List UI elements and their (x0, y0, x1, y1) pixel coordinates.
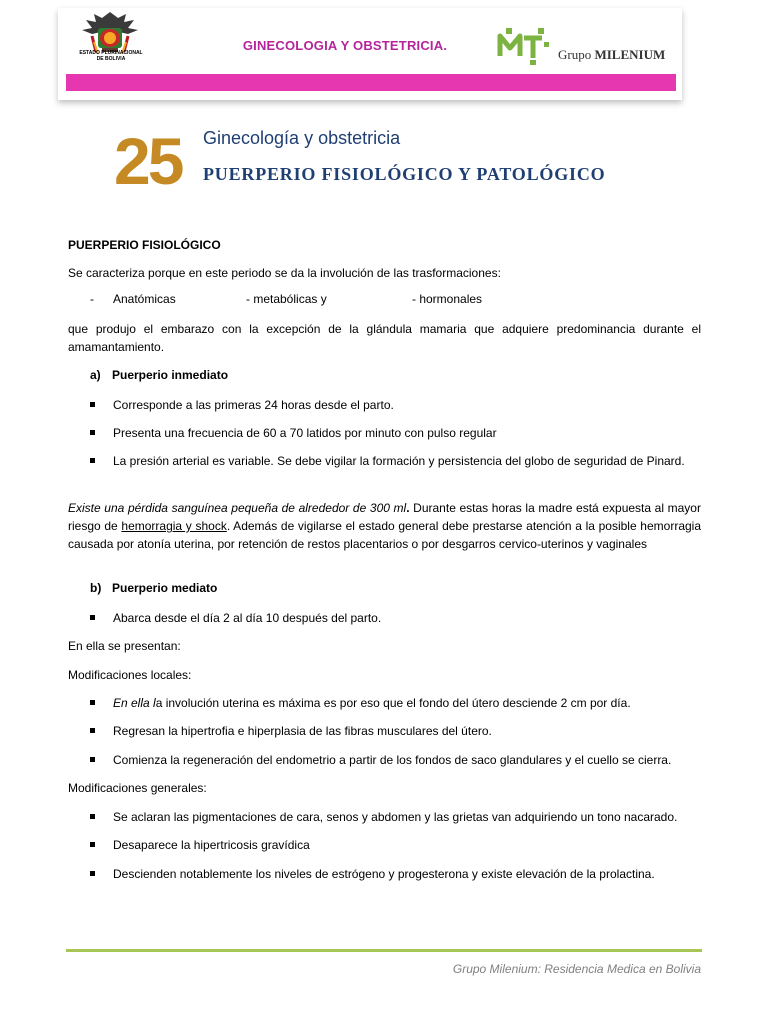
intro-continuation: que produjo el embarazo con la excepción de la glándula mamaria que adquiere predominancia durante el amamantamiento. (68, 322, 701, 354)
list-item (90, 694, 701, 712)
list-item (90, 424, 701, 442)
bullet-square-icon (90, 430, 95, 435)
bullet-square-icon (90, 402, 95, 407)
list-item (90, 836, 701, 854)
list-item-text: Desaparece la hipertricosis gravídica (113, 838, 310, 852)
milenium-logo-icon (494, 26, 554, 66)
mod-generales-heading: Modificaciones generales: (68, 781, 207, 795)
list-item-text: Presenta una frecuencia de 60 a 70 latidos por minuto con pulso regular (113, 426, 497, 440)
bullet-square-icon (90, 871, 95, 876)
list-item-text: Corresponde a las primeras 24 horas desde el parto. (113, 398, 394, 412)
list-item-text: La presión arterial es variable. Se debe vigilar la formación y persistencia del globo de seguridad de Pinard. (113, 454, 685, 468)
subheading-letter: a) (90, 368, 101, 382)
emblem-caption-line1: ESTADO PLURINACIONAL (79, 50, 143, 56)
bullet-square-icon (90, 615, 95, 620)
chapter-number: 25 (114, 124, 182, 198)
list-item-text: Comienza la regeneración del endometrio a partir de los fondos de saco glandulares y el cuello se cierra. (113, 753, 672, 767)
dash-list (90, 292, 690, 310)
list-item (90, 609, 701, 627)
list-item-text: Se aclaran las pigmentaciones de cara, senos y abdomen y las grietas van adquiriendo un tono nacarado. (113, 810, 678, 824)
footer-text: Grupo Milenium: Residencia Medica en Bolivia (452, 962, 701, 976)
bullet-square-icon (90, 728, 95, 733)
para-underlined: hemorragia y shock (121, 519, 227, 533)
dash-item-hormonales: - hormonales (412, 292, 483, 306)
dash-item-anatomicas: Anatómicas (113, 292, 176, 306)
list-item-text (113, 694, 701, 712)
section-heading: PUERPERIO FISIOLÓGICO (68, 238, 221, 252)
para-italic: Existe una pérdida sanguínea pequeña de alrededor de 300 ml (68, 501, 407, 515)
dash-item-metabolicas: - metabólicas y (246, 292, 327, 306)
list-item-italic: En ella l (113, 696, 156, 710)
list-item-rest: a involución uterina es máxima es por eso que el fondo del útero desciende 2 cm por día. (155, 696, 631, 710)
presentan-text: En ella se presentan: (68, 639, 181, 653)
para-dot: . (406, 501, 410, 515)
bullet-square-icon (90, 458, 95, 463)
bullet-square-icon (90, 842, 95, 847)
brand-prefix: Grupo (558, 47, 592, 62)
subheading-label: Puerperio inmediato (112, 368, 229, 382)
mod-locales-heading: Modificaciones locales: (68, 668, 192, 682)
subheading-puerperio-inmediato (90, 368, 228, 382)
list-item-text: Abarca desde el día 2 al día 10 después del parto. (113, 611, 382, 625)
bullet-square-icon (90, 757, 95, 762)
bullet-square-icon (90, 814, 95, 819)
list-item (90, 808, 701, 826)
list-item (90, 865, 701, 883)
subheading-puerperio-mediato (90, 581, 217, 595)
bullet-square-icon (90, 700, 95, 705)
emblem-caption-line2: DE BOLIVIA (96, 56, 126, 62)
list-item (90, 452, 701, 470)
subheading-letter: b) (90, 581, 102, 595)
emblem-caption (66, 50, 156, 62)
brand-name (558, 47, 665, 63)
list-item (90, 722, 701, 740)
blood-loss-paragraph (68, 499, 701, 553)
list-item (90, 751, 701, 769)
footer-divider (66, 949, 702, 952)
chapter-subtitle: Ginecología y obstetricia (203, 128, 401, 148)
header-title: GINECOLOGIA Y OBSTETRICIA. (242, 38, 448, 53)
dash-marker: - (90, 292, 94, 306)
list-item (90, 396, 701, 414)
para-part2: Durante estas horas la madre está expuesta al mayor riesgo de (68, 501, 701, 533)
brand-name-bold: MILENIUM (594, 47, 666, 62)
header-accent-bar (66, 74, 676, 91)
list-item-text: Descienden notablemente los niveles de estrógeno y progesterona y existe elevación de la prolactina. (113, 867, 655, 881)
para-part3: . Además de vigilarse el estado general debe prestarse atención a la posible hemorragia causada por atonía uterina, por retención de restos placentarios o por desgarros cervico-uterinos y vaginales (68, 519, 702, 551)
list-item-text: Regresan la hipertrofia e hiperplasia de las fibras musculares del útero. (113, 724, 492, 738)
subheading-label: Puerperio mediato (112, 581, 218, 595)
intro-paragraph: Se caracteriza porque en este periodo se da la involución de las trasformaciones: (68, 266, 501, 280)
chapter-title: PUERPERIO FISIOLÓGICO Y PATOLÓGICO (203, 164, 606, 184)
